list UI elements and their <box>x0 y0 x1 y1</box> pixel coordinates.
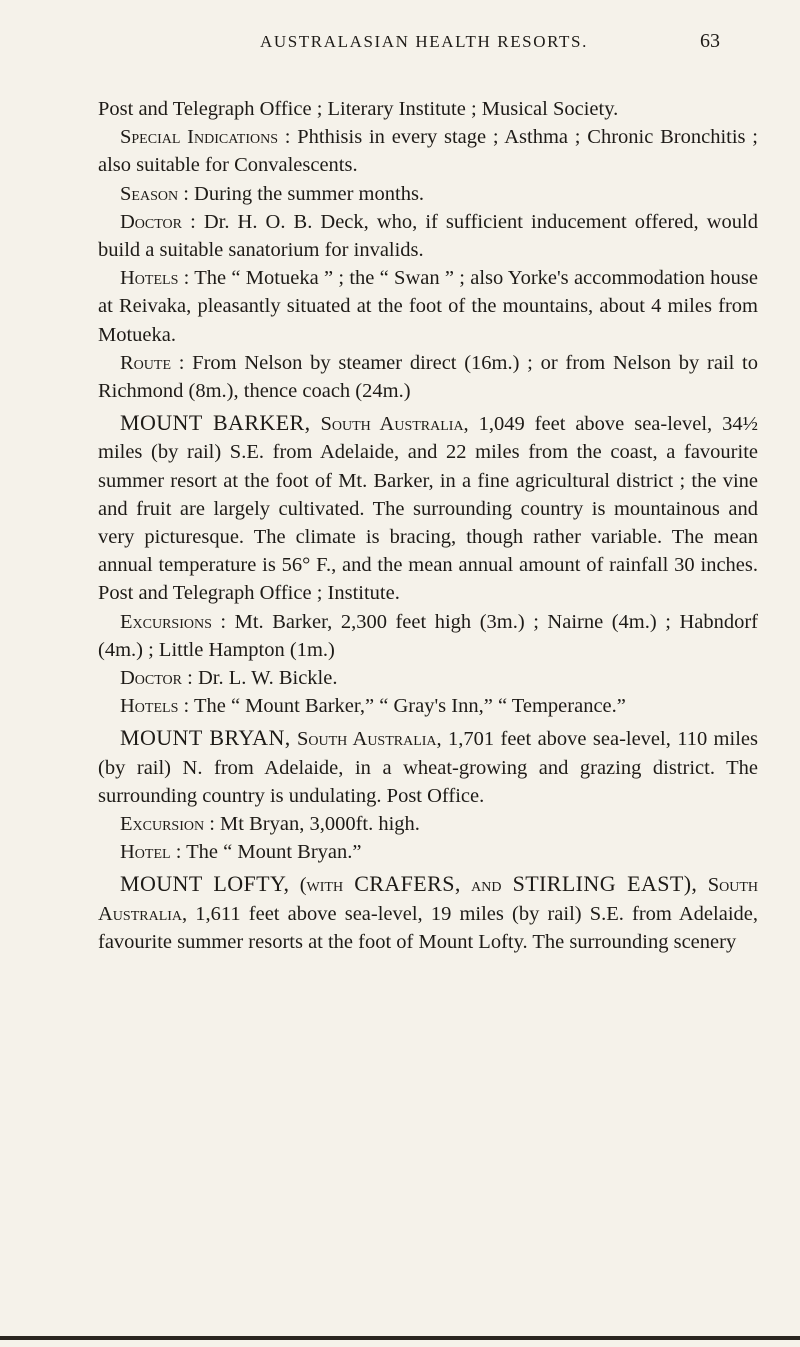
entry-heading-crafers: CRAFERS, <box>343 871 461 897</box>
entry-heading: MOUNT LOFTY, <box>120 871 290 897</box>
paragraph-special-indications <box>98 123 758 179</box>
entry-text: 1,049 feet above sea-level, 34½ miles (by rail) S.E. from Adelaide, and 22 miles from the coast, a favourite summer resort at the foot of Mt. Barker, in a fine agricultural district ; the vine and fruit are largely cultivated. The surrounding country is mountainous and very picturesque. The climate is bracing, though rather variable. The mean annual temperature is 56° F., and the mean annual amount of rainfall 30 inches. Post and Telegraph Office ; Institute. <box>98 413 758 605</box>
paragraph-bryan-hotel <box>98 838 758 866</box>
entry-heading-stirling: STIRLING EAST), <box>501 871 698 897</box>
paragraph-route <box>98 349 758 405</box>
entry-heading: MOUNT BARKER, <box>120 410 311 436</box>
entry-region: South Australia, <box>290 728 442 751</box>
paragraph-barker-doctor <box>98 664 758 692</box>
running-head-title: AUSTRALASIAN HEALTH RESORTS. <box>260 32 588 51</box>
field-label: Doctor : <box>120 210 196 233</box>
paragraph-barker-hotels <box>98 692 758 720</box>
field-label: Doctor : <box>120 667 193 690</box>
field-text: Phthisis in every stage ; Asthma ; Chronic Bronchitis ; also suitable for Convalescents. <box>98 126 758 177</box>
running-head <box>0 32 800 72</box>
entry-region: South Australia, <box>310 413 469 436</box>
entry-heading: MOUNT BRYAN, <box>120 725 291 751</box>
page-number: 63 <box>700 30 720 52</box>
paragraph-hotels <box>98 264 758 349</box>
field-text: The “ Mount Barker,” “ Gray's Inn,” “ Temperance.” <box>189 695 626 718</box>
paragraph-barker-excursions <box>98 608 758 664</box>
entry-text: 1,701 feet above sea-level, 110 miles (by rail) N. from Adelaide, in a wheat-growing and grazing district. The surrounding country is undulating. Post Office. <box>98 728 758 807</box>
paragraph-doctor <box>98 208 758 264</box>
entry-mount-lofty <box>98 870 758 956</box>
entry-region: South Australia, <box>98 874 758 925</box>
paragraph-bryan-excursion <box>98 810 758 838</box>
paragraph-amenities <box>98 95 758 123</box>
field-label: Hotels : <box>120 695 190 718</box>
field-text: The “ Motueka ” ; the “ Swan ” ; also Yorke's accommodation house at Reivaka, pleasantly situated at the foot of the mountains, about 4 miles from Motueka. <box>98 267 758 346</box>
field-text: Mt. Barker, 2,300 feet high (3m.) ; Nairne (4m.) ; Habndorf (4m.) ; Little Hampton (1m.) <box>98 610 758 661</box>
bottom-edge-rule <box>0 1336 800 1340</box>
entry-text: 1,611 feet above sea-level, 19 miles (by rail) S.E. from Adelaide, favourite summer resorts at the foot of Mount Lofty. The surrounding scenery <box>98 902 758 953</box>
entry-mount-bryan <box>98 724 758 810</box>
page-body <box>98 95 758 956</box>
field-text: Mt Bryan, 3,000ft. high. <box>214 813 420 836</box>
paragraph-season <box>98 180 758 208</box>
field-text: During the summer months. <box>188 182 425 205</box>
field-text: Dr. H. O. B. Deck, who, if sufficient inducement offered, would build a suitable sanatorium for invalids. <box>98 210 758 262</box>
entry-connector: and <box>460 874 502 897</box>
field-label: Special Indications : <box>120 126 291 149</box>
field-text: Dr. L. W. Bickle. <box>192 667 338 690</box>
entry-mount-barker <box>98 409 758 607</box>
field-label: Hotels : <box>120 267 190 290</box>
field-label: Hotel : <box>120 841 182 864</box>
field-label: Route : <box>120 351 185 374</box>
field-label: Excursion : <box>120 813 215 836</box>
paragraph-text: Post and Telegraph Office ; Literary Institute ; Musical Society. <box>98 98 619 120</box>
entry-connector: (with <box>289 874 344 897</box>
field-label: Season : <box>120 182 189 205</box>
field-label: Excursions : <box>120 610 227 633</box>
field-text: From Nelson by steamer direct (16m.) ; or from Nelson by rail to Richmond (8m.), thence coach (24m.) <box>98 351 759 403</box>
field-text: The “ Mount Bryan.” <box>181 841 362 864</box>
